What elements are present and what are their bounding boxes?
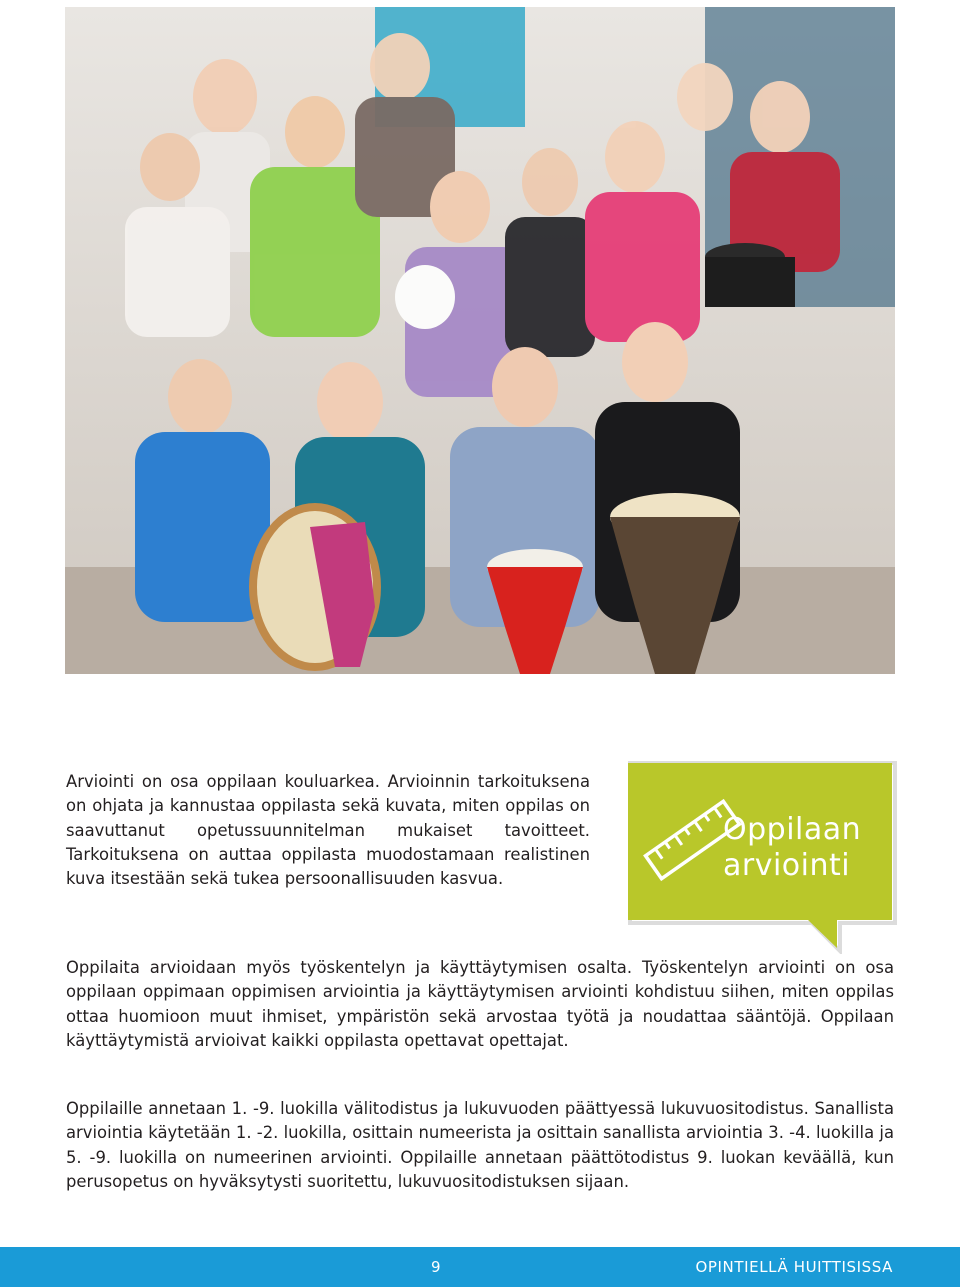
callout-box [628,763,893,923]
behavior-paragraph: Oppilaita arvioidaan myös työskentelyn ja käyttäytymisen osalta. Työskentelyn arviointi on osa oppilaan oppimaan oppimisen arviointia ja käyttäytymisen arviointi kohdistuu siihen, miten oppilas ottaa huomioon muut ihmiset, ympäristön sekä arvostaa työtä ja noudattaa sääntöjä. Oppilaan käyttäytymistä arvioivat kaikki oppilasta opettavat opettajat. [66,958,894,1050]
publication-title: OPINTIELLÄ HUITTISISSA [695,1258,893,1276]
classroom-photo-icon [65,7,895,674]
intro-paragraph: Arviointi on osa oppilaan kouluarkea. Arvioinnin tarkoituksena on ohjata ja kannustaa oppilasta sekä kuvata, miten oppilas on saavuttanut opetussuunnitelman mukaiset tavoitteet. Tarkoituksena on auttaa oppilasta muodostamaan realistinen kuva itsestään sekä tukea persoonallisuuden kasvua. [66,772,590,889]
page-number: 9 [431,1258,441,1276]
classroom-photo [65,7,895,674]
callout-title-line2: arviointi [723,848,851,883]
callout-title [723,812,888,884]
page-footer [0,1247,960,1287]
callout-title-line1: Oppilaan [723,812,862,847]
certificate-paragraph: Oppilaille annetaan 1. -9. luokilla välitodistus ja lukuvuoden päättyessä lukuvuositodistus. Sanallista arviointia käytetään 1. -2. luokilla, osittain numeerista ja osittain sanallista arviointia 3. -4. luokilla ja 5. -9. luokilla on numeerinen arviointi. Oppilaille annetaan päättötodistus 9. luokan keväällä, kun perusopetus on hyväksytysti suoritettu, lukuvuositodistuksen sijaan. [66,1099,894,1191]
